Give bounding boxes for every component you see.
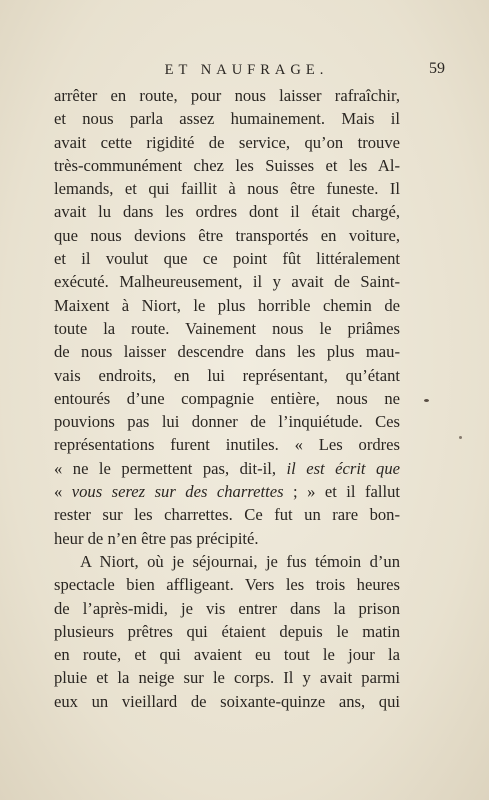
text-line: rester sur les charrettes. Ce fut un rare bon- — [54, 505, 400, 525]
text-line: Maixent à Niort, le plus horrible chemin de — [54, 295, 400, 315]
text-line: en route, et qui avaient eu tout le jour la — [54, 645, 400, 665]
text-line: et nous parla assez humainement. Mais il — [54, 109, 400, 129]
text-line: pluie et la neige sur le corps. Il y avait parmi — [54, 668, 400, 688]
text-line: spectacle bien affligeant. Vers les trois heures — [54, 575, 400, 595]
ink-spot — [424, 399, 429, 402]
page-header — [48, 62, 445, 82]
text-line: avait lu dans les ordres dont il était chargé, — [54, 202, 400, 222]
text-line: vais endroits, en lui représentant, qu’étant — [54, 365, 400, 385]
italic-quote: il est écrit que — [286, 458, 400, 478]
text-line: eux un vieillard de soixante-quinze ans, qui — [54, 691, 400, 711]
line-fragment: ; » et il fallut — [283, 482, 400, 502]
text-line — [54, 480, 400, 503]
text-line: très-communément chez les Suisses et les Al- — [54, 155, 400, 175]
text-line: de l’après-midi, je vis entrer dans la prison — [54, 598, 400, 618]
text-line: plusieurs prêtres qui étaient depuis le matin — [54, 621, 400, 641]
text-line — [54, 457, 400, 480]
text-line: arrêter en route, pour nous laisser rafraîchir, — [54, 86, 400, 105]
text-line: pouvions pas lui donner de l’inquiétude. Ces — [54, 412, 400, 432]
text-line: lemands, et qui faillit à nous être funeste. Il — [54, 179, 400, 199]
line-fragment: « ne le permettent pas, dit-il, — [54, 458, 287, 478]
page-number: 59 — [429, 60, 445, 77]
text-line: A Niort, où je séjournai, je fus témoin d’un — [80, 551, 400, 571]
text-line: que nous devions être transportés en voiture, — [54, 225, 400, 245]
text-line: avait cette rigidité de service, qu’on trouve — [54, 132, 400, 152]
body-text — [54, 84, 400, 713]
text-line: et il voulut que ce point fût littéralement — [54, 249, 400, 269]
text-line: de nous laisser descendre dans les plus mau- — [54, 342, 400, 362]
running-head: ET NAUFRAGE. — [164, 62, 329, 78]
text-line: exécuté. Malheureusement, il y avait de Saint- — [54, 272, 400, 292]
ink-spot — [459, 436, 462, 439]
text-line: représentations furent inutiles. « Les ordres — [54, 435, 400, 455]
italic-quote: vous serez sur des charrettes — [71, 482, 284, 502]
text-line: heur de n’en être pas précipité. — [54, 528, 259, 548]
line-fragment: « — [54, 482, 72, 502]
text-line: toute la route. Vainement nous le priâmes — [54, 318, 400, 338]
text-line: entourés d’une compagnie entière, nous ne — [54, 388, 400, 408]
